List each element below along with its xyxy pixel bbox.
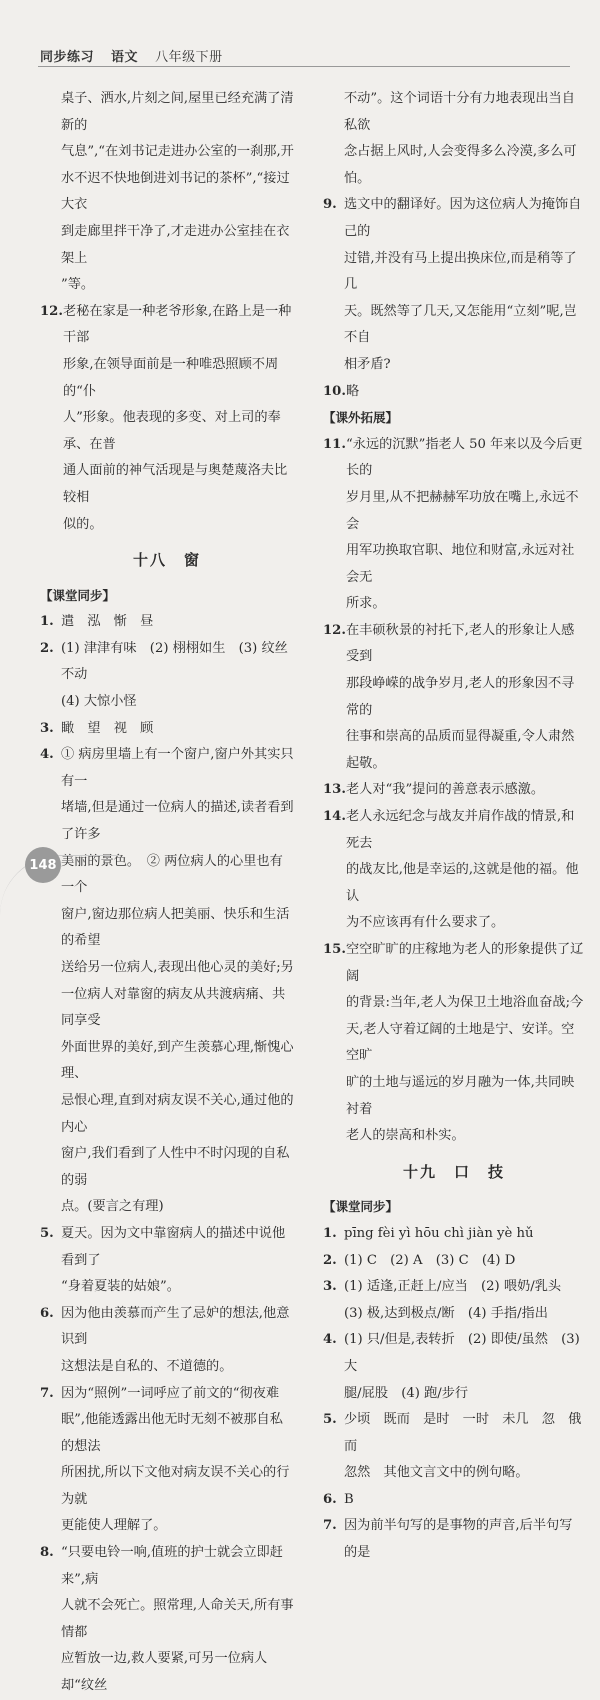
answer-number: 5. [40, 1225, 54, 1241]
answer-number: 12. [40, 303, 63, 319]
answer-number: 6. [323, 1491, 337, 1507]
answer-text: B [344, 1491, 354, 1507]
text-line: 老人永远纪念与战友并肩作战的情景,和死去 [345, 809, 575, 851]
right-column [323, 86, 585, 1567]
answer-number: 9. [323, 197, 337, 213]
answer-r6 [323, 1487, 585, 1514]
text-line: 忽然 其他文言文中的例句略。 [344, 1465, 529, 1481]
text-line: 因为他由羡慕而产生了忌妒的想法,他意识到 [61, 1305, 290, 1348]
answer-number: 4. [323, 1332, 337, 1348]
text-line: 所困扰,所以下文他对病友误不关心的行为就 [61, 1465, 290, 1507]
answer-number: 5. [323, 1412, 337, 1428]
answer-4 [40, 742, 294, 1221]
text-line: 人”形象。他表现的多变、对上司的奉承、在普 [62, 410, 281, 452]
answer-r3 [323, 1274, 585, 1327]
answer-number: 2. [323, 1252, 337, 1268]
answer-text: 遣 泓 惭 昼 [61, 614, 154, 630]
header-divider [38, 66, 570, 67]
answer-r4 [323, 1327, 585, 1407]
text-line: 岁月里,从不把赫赫军功放在嘴上,永远不会 [345, 489, 579, 532]
text-line: 送给另一位病人,表现出他心灵的美好;另 [61, 960, 294, 975]
text-line: 所求。 [345, 596, 386, 612]
answer-12 [40, 299, 294, 538]
text-line: 过错,并没有马上提出换床位,而是稍等了几 [344, 250, 577, 293]
answer-1 [40, 609, 294, 636]
text-line: 忌恨心理,直到对病友误不关心,通过他的内心 [61, 1092, 294, 1135]
answer-text: 老人对“我”提问的善意表示感激。 [345, 782, 545, 798]
text-line: 念占据上风时,人会变得多么冷漠,多么可怕。 [344, 144, 577, 186]
answer-number: 15. [323, 942, 346, 957]
answer-14 [323, 804, 585, 937]
answer-2 [40, 636, 294, 716]
text-line: 旷的土地与遥远的岁月融为一体,共同映衬着 [345, 1074, 575, 1117]
answer-number: 12. [323, 622, 346, 638]
text-line: 窗户,窗边那位病人把美丽、快乐和生活的希望 [61, 906, 290, 949]
answer-number: 7. [323, 1518, 337, 1534]
text-line: 那段峥嵘的战争岁月,老人的形象因不寻常的 [345, 676, 575, 718]
text-line: 通人面前的神气活现是与奥楚蔑洛夫比较相 [62, 463, 288, 505]
answer-8 [40, 1540, 294, 1700]
text-line: 天,老人守着辽阔的土地是宁、安详。空空旷 [345, 1021, 575, 1064]
answer-number: 3. [40, 720, 54, 736]
text-line: 选文中的翻译好。因为这位病人为掩饰自己的 [344, 197, 582, 239]
text-line: 桌子、洒水,片刻之间,屋里已经充满了清新的 [61, 91, 294, 133]
answer-text: pīng fèi yì hōu chì jiàn yè hǔ [344, 1225, 534, 1241]
lesson-title-19: 十九 口 技 [402, 1162, 505, 1181]
text-line: ① 病房里墙上有一个窗户,窗户外其实只有一 [61, 747, 294, 789]
grade: 八年级下册 [155, 50, 223, 65]
answer-10 [323, 379, 585, 406]
text-line: 用军功换取官职、地位和财富,永远对社会无 [345, 543, 575, 585]
answer-number: 14. [323, 809, 346, 825]
answer-number: 2. [40, 640, 54, 656]
text-line: 往事和崇高的品质而显得凝重,令人肃然 [345, 729, 575, 745]
answer-r2 [323, 1248, 585, 1275]
lesson-title-18: 十八 窗 [132, 551, 201, 570]
section-heading: 【课外拓展】 [323, 410, 399, 426]
continued-answer [323, 86, 585, 192]
text-line: 起敬。 [345, 755, 386, 771]
text-line: (1) 津津有味 (2) 栩栩如生 (3) 纹丝不动 [61, 640, 288, 683]
answer-number: 3. [323, 1279, 337, 1295]
text-line: 不动”。这个词语十分有力地表现出当自私欲 [344, 91, 575, 133]
answer-text: 因为前半句写的是事物的声音,后半句写的是 [344, 1518, 573, 1561]
text-line: “身着夏装的姑娘”。 [61, 1279, 180, 1295]
text-line: (1) 适逢,正赶上/应当 (2) 喂奶/乳头 [344, 1279, 562, 1295]
text-line: 似的。 [62, 516, 103, 532]
text-line: 空空旷旷的庄稼地为老人的形象提供了辽阔 [345, 942, 584, 984]
text-line: 在丰硕秋景的衬托下,老人的形象让人感受到 [345, 622, 575, 665]
text-line: 天。既然等了几天,又怎能用“立刻”呢,岂不自 [344, 303, 577, 346]
answer-6 [40, 1301, 294, 1381]
section-heading: 【课堂同步】 [323, 1199, 399, 1215]
text-line: 老人的崇高和朴实。 [345, 1128, 465, 1144]
answer-r1 [323, 1221, 585, 1248]
text-line: 腿/屁股 (4) 跑/步行 [344, 1385, 469, 1401]
answer-number: 4. [40, 747, 54, 763]
answer-12r [323, 618, 585, 778]
text-line: 少顷 既而 是时 一时 未几 忽 俄而 [344, 1412, 582, 1454]
text-line: (1) 只/但是,表转折 (2) 即使/虽然 (3) 大 [344, 1332, 580, 1374]
text-line: 外面世界的美好,到产生羡慕心理,惭愧心理、 [61, 1039, 294, 1082]
text-line: 因为“照例”一词呼应了前文的“彻夜难 [61, 1385, 280, 1401]
text-line: ”等。 [61, 277, 95, 293]
text-line: 窗户,我们看到了人性中不时闪现的自私的弱 [61, 1146, 290, 1188]
answer-9 [323, 192, 585, 378]
text-line: 老秘在家是一种老爷形象,在路上是一种干部 [62, 303, 292, 346]
text-line: 的战友比,他是幸运的,这就是他的福。他认 [345, 862, 579, 904]
text-line: 夏天。因为文中靠窗病人的描述中说他看到了 [61, 1225, 286, 1268]
text-line: 一位病人对靠窗的病友从共渡病痛、共同享受 [61, 986, 286, 1029]
page-number: 148 [25, 847, 61, 883]
text-line: 形象,在领导面前是一种唯恐照顾不周的“仆 [62, 356, 279, 399]
answer-5 [40, 1221, 294, 1301]
series-name: 同步练习 [40, 50, 95, 65]
answer-13 [323, 777, 585, 804]
text-line: (4) 大惊小怪 [61, 694, 137, 710]
text-line: 人就不会死亡。照常理,人命关天,所有事情都 [61, 1598, 294, 1640]
answer-number: 1. [40, 614, 54, 630]
answer-text: 略 [345, 383, 360, 399]
text-line: 气息”,“在刘书记走进办公室的一刹那,开 [61, 144, 294, 160]
text-line: 这想法是自私的、不道德的。 [61, 1358, 233, 1374]
section-heading: 【课堂同步】 [40, 587, 116, 603]
text-line: 到走廊里拌干净了,才走进办公室挂在衣架上 [61, 223, 290, 266]
text-line: 应暂放一边,救人要紧,可另一位病人却“纹丝 [61, 1651, 268, 1694]
answer-number: 11. [323, 436, 346, 452]
answer-number: 6. [40, 1305, 54, 1321]
subject: 语文 [111, 50, 139, 65]
answer-text: (1) C (2) A (3) C (4) D [344, 1252, 516, 1268]
text-line: 的背景:当年,老人为保卫土地浴血奋战;今 [345, 995, 584, 1011]
answer-number: 8. [40, 1545, 54, 1561]
text-line: 相矛盾? [344, 356, 391, 372]
answer-r5 [323, 1407, 585, 1487]
text-line: 美丽的景色。 ② 两位病人的心里也有一个 [61, 853, 283, 896]
continued-answer [40, 86, 294, 299]
page-header [40, 46, 235, 65]
answer-number: 10. [323, 383, 346, 399]
text-line: (3) 极,达到极点/断 (4) 手指/指出 [344, 1305, 548, 1321]
answer-number: 7. [40, 1385, 54, 1401]
answer-text: 瞰 望 视 顾 [61, 720, 154, 736]
answer-11 [323, 432, 585, 618]
answer-3 [40, 716, 294, 743]
text-line: 点。(要言之有理) [61, 1199, 164, 1215]
answer-7 [40, 1381, 294, 1541]
answer-number: 1. [323, 1225, 337, 1241]
text-line: 堵墙,但是通过一位病人的描述,读者看到了许多 [61, 800, 294, 843]
text-line: 水不迟不快地倒进刘书记的茶杯”,“接过大衣 [61, 170, 290, 213]
text-line: “永远的沉默”指老人 50 年来以及今后更长的 [345, 436, 583, 479]
answer-15 [323, 937, 585, 1150]
text-line: 为不应该再有什么要求了。 [345, 915, 505, 931]
answer-number: 13. [323, 782, 346, 798]
text-line: 更能使人理解了。 [61, 1518, 167, 1534]
text-line: 眠”,他能透露出他无时无刻不被那自私的想法 [61, 1412, 283, 1454]
text-line: “只要电铃一响,值班的护士就会立即赶来”,病 [61, 1545, 283, 1587]
answer-r7 [323, 1513, 585, 1566]
